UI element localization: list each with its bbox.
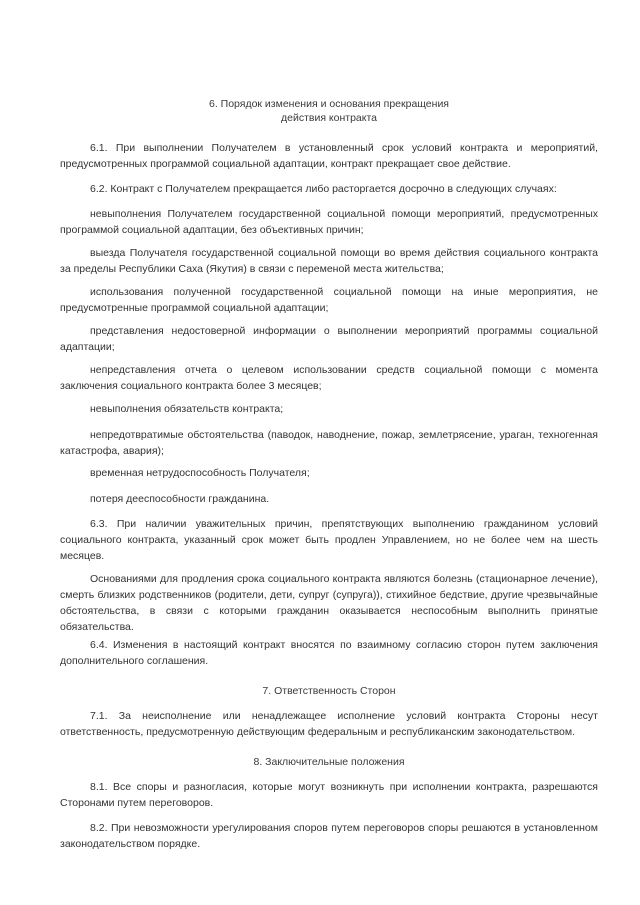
termination-case-5: непредставления отчета о целевом использовании средств социальной помощи с момента заключения социального контракта более 3 месяцев; xyxy=(60,364,598,392)
paragraph-7-1: 7.1. За неисполнение или ненадлежащее исполнение условий контракта Стороны несут ответственность, предусмотренную действующим федеральным и республиканским законодательством. xyxy=(60,710,598,738)
section-6-heading-line-2: действия контракта xyxy=(280,112,378,124)
paragraph-8-2: 8.2. При невозможности урегулирования споров путем переговоров споры решаются в установленном законодательством порядке. xyxy=(60,822,598,850)
section-7-heading: 7. Ответственность Сторон xyxy=(262,685,396,697)
section-8-heading: 8. Заключительные положения xyxy=(253,756,405,768)
paragraph-8-1: 8.1. Все споры и разногласия, которые могут возникнуть при исполнении контракта, разрешаются Сторонами путем переговоров. xyxy=(60,781,598,809)
termination-case-7: непредотвратимые обстоятельства (паводок, наводнение, пожар, землетрясение, ураган, техногенная катастрофа, авария); xyxy=(60,429,598,457)
paragraph-6-3: 6.3. При наличии уважительных причин, препятствующих выполнению гражданином условий социального контракта, указанный срок может быть продлен Управлением, но не более чем на шесть месяцев. xyxy=(60,518,598,562)
termination-case-1: невыполнения Получателем государственной социальной помощи мероприятий, предусмотренных программой социальной адаптации, без объективных причин; xyxy=(60,208,598,236)
termination-case-4: представления недостоверной информации о выполнении мероприятий программы социальной адаптации; xyxy=(60,325,598,353)
termination-case-3: использования полученной государственной социальной помощи на иные мероприятия, не предусмотренные программой социальной адаптации; xyxy=(60,286,598,314)
paragraph-6-4: 6.4. Изменения в настоящий контракт вносятся по взаимному согласию сторон путем заключения дополнительного соглашения. xyxy=(60,639,598,667)
paragraph-6-1: 6.1. При выполнении Получателем в установленный срок условий контракта и мероприятий, предусмотренных программой социальной адаптации, контракт прекращает свое действие. xyxy=(60,142,598,170)
section-6-heading-line-1: 6. Порядок изменения и основания прекращения xyxy=(208,98,449,110)
termination-case-8: временная нетрудоспособность Получателя; xyxy=(90,467,310,479)
termination-case-9: потеря дееспособности гражданина. xyxy=(90,493,270,505)
termination-case-6: невыполнения обязательств контракта; xyxy=(90,403,284,415)
paragraph-6-3-grounds: Основаниями для продления срока социального контракта являются болезнь (стационарное лечение), смерть близких родственников (родители, дети, супруг (супруга)), стихийное бедствие, другие чрезвычайные обстоятельства, в связи с которыми гражданин оказывается неспособным выполнить принятые обязательства. xyxy=(60,573,598,633)
termination-case-2: выезда Получателя государственной социальной помощи во время действия социального контракта за пределы Республики Саха (Якутия) в связи с переменой места жительства; xyxy=(60,247,598,275)
paragraph-6-2: 6.2. Контракт с Получателем прекращается либо расторгается досрочно в следующих случаях: xyxy=(90,183,557,195)
